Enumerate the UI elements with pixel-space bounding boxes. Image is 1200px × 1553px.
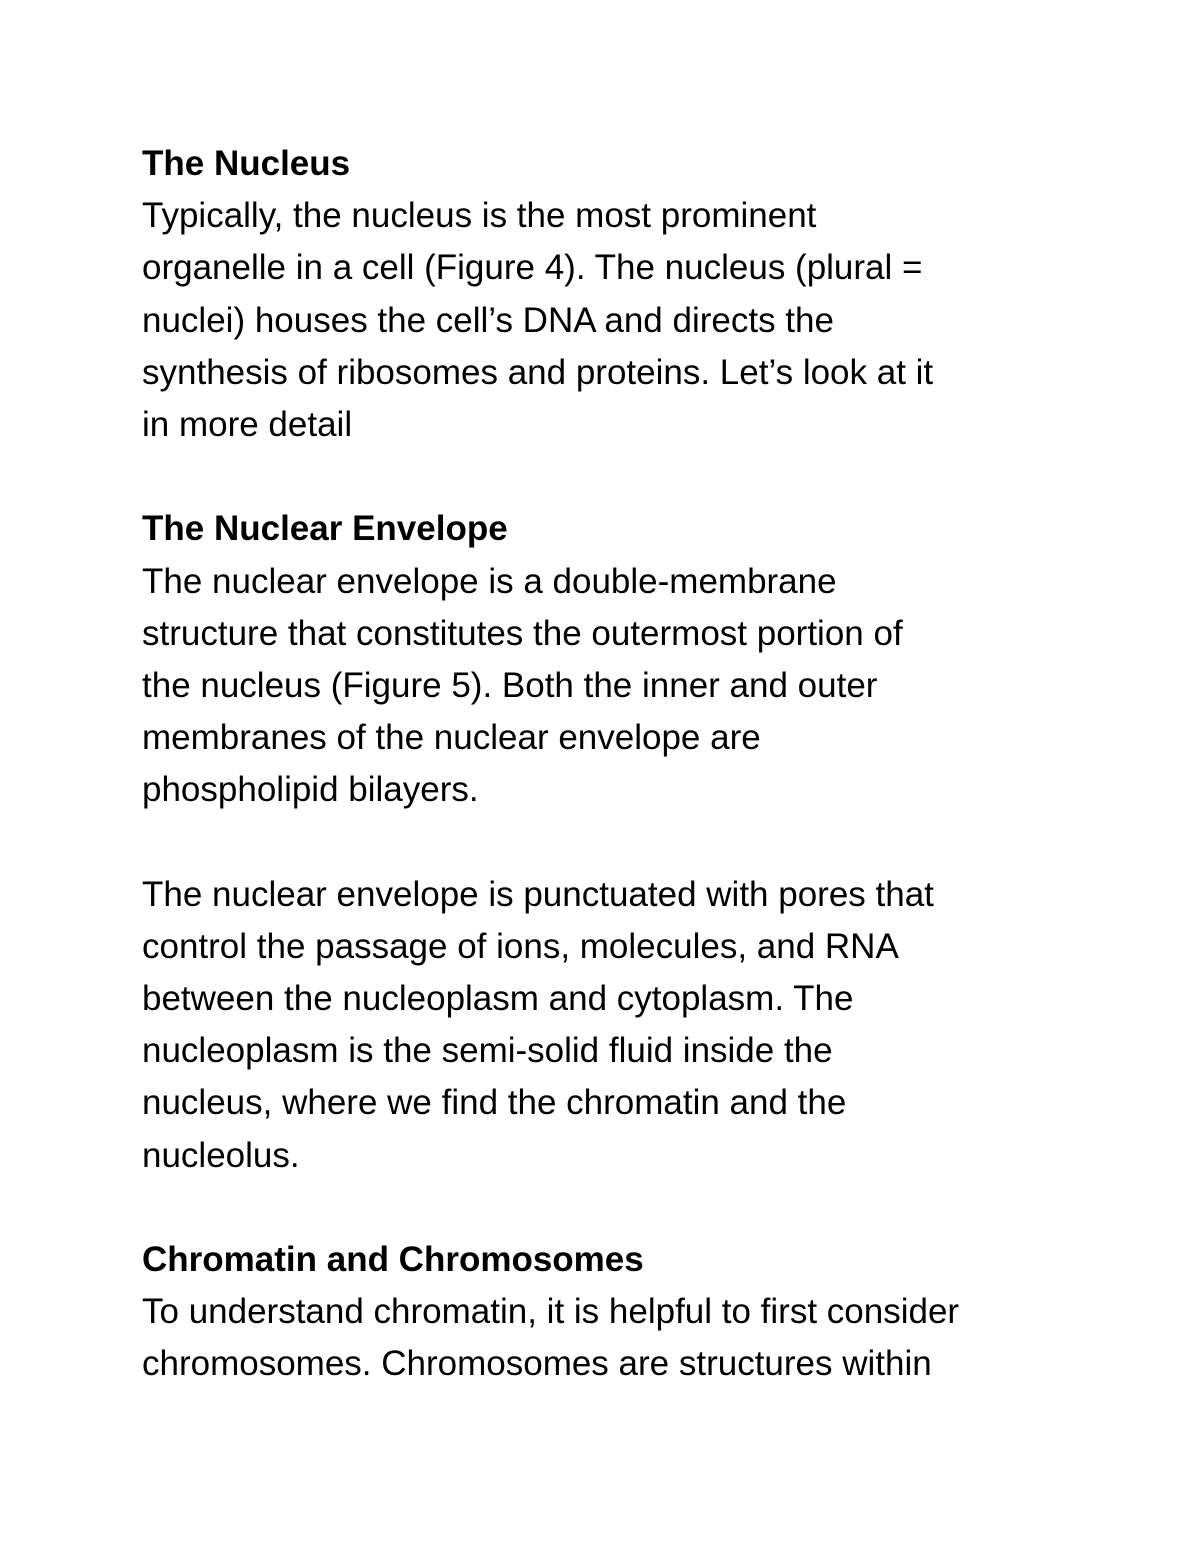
paragraph-gap [142, 816, 1102, 868]
section-chromatin-and-chromosomes [142, 1234, 1102, 1391]
paragraph-line: in more detail [142, 404, 353, 444]
paragraph-line: The nuclear envelope is a double-membrane [142, 561, 837, 601]
section-heading: The Nucleus [142, 144, 351, 183]
paragraph-line: The nuclear envelope is punctuated with pores that [142, 874, 934, 914]
paragraph-line: synthesis of ribosomes and proteins. Let’s look at it [142, 352, 934, 392]
paragraph-line: between the nucleoplasm and cytoplasm. The [142, 979, 854, 1018]
paragraph-line: nucleoplasm is the semi-solid fluid inside the [142, 1031, 833, 1071]
paragraph-gap [142, 1182, 1102, 1234]
paragraph-line: To understand chromatin, it is helpful to first consider [142, 1292, 960, 1332]
section-heading: Chromatin and Chromosomes [142, 1239, 644, 1279]
paragraph-line: phospholipid bilayers. [142, 770, 479, 810]
paragraph-line: membranes of the nuclear envelope are [142, 718, 761, 758]
paragraph-line: chromosomes. Chromosomes are structures within [142, 1344, 932, 1384]
document-body [142, 138, 1102, 1391]
section-heading: The Nuclear Envelope [142, 509, 508, 549]
paragraph-line: nucleolus. [142, 1135, 300, 1175]
paragraph-line: organelle in a cell (Figure 4). The nucleus (plural = [142, 248, 923, 288]
paragraph-line: the nucleus (Figure 5). Both the inner and outer [142, 665, 878, 705]
paragraph-line: structure that constitutes the outermost portion of [142, 613, 903, 653]
section-the-nuclear-envelope [142, 503, 1102, 1181]
paragraph-gap [142, 451, 1102, 503]
paragraph-line: Typically, the nucleus is the most prominent [142, 196, 817, 236]
paragraph-line: control the passage of ions, molecules, and RNA [142, 926, 899, 966]
paragraph-line: nuclei) houses the cell’s DNA and directs the [142, 300, 834, 340]
paragraph-line: nucleus, where we find the chromatin and the [142, 1083, 847, 1123]
section-the-nucleus [142, 138, 1102, 451]
